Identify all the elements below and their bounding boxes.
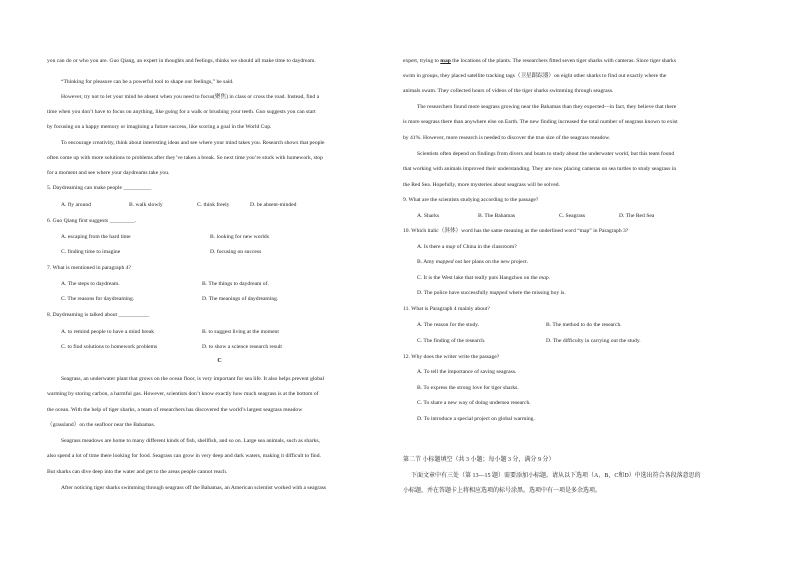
text: D. The police have successfully xyxy=(417,290,490,296)
option-a[interactable]: A. The reason for the study. xyxy=(417,322,480,328)
option-b[interactable]: B. walk slowly xyxy=(129,202,163,208)
option-d[interactable]: D. be absent-minded xyxy=(250,202,297,208)
option-b[interactable]: B. The things to daydream of. xyxy=(202,281,269,287)
option-a[interactable]: A. The steps to daydream. xyxy=(61,281,120,287)
option-b[interactable]: B. The Bahamas xyxy=(478,213,516,219)
option-a[interactable]: A. escaping from the hard time xyxy=(61,234,131,240)
passage-line: often come up with more solutions to problems after they’ve taken a break. So next time you’re stuck with homework, stop xyxy=(47,155,323,161)
text: C. It is the West lake that really puts Hangzhou on the xyxy=(417,275,540,281)
question-stem: 6. Guo Qiang first suggests _________. xyxy=(47,218,137,224)
section-heading: C xyxy=(217,358,222,364)
passage-line: But sharks can dive deep into the water and get to the areas people cannot reach. xyxy=(47,469,228,475)
option-d[interactable]: D. to show a science research result xyxy=(202,344,282,350)
italic-word: mapped xyxy=(489,290,508,296)
option-d[interactable]: D. The difficulty in carrying out the study. xyxy=(546,338,641,344)
option-c[interactable]: C. Seagrass xyxy=(559,213,586,219)
option-c[interactable]: C. The reasons for daydreaming. xyxy=(61,296,135,302)
passage-line: the Red Sea. Hopefully, more mysteries about seagrass will be solved. xyxy=(403,182,561,188)
option-b[interactable] xyxy=(417,259,528,266)
passage-line: you can do or who you are. Guo Qiang, an expert in thoughts and feelings, thinks we should all make time to daydream. xyxy=(47,58,316,64)
option-d[interactable]: D. To introduce a special project on global warming. xyxy=(417,416,535,422)
instruction-line: 下面文章中有三处（第 13—15 题）需要添加小标题。请从以下选项（A、B、C和D）中选出符合各段落意思的 xyxy=(411,473,701,479)
passage-line: by focusing on a happy memory or imagining a future success, like scoring a goal in the World Cup. xyxy=(47,124,272,130)
passage-line: for a moment and see where your daydreams take you. xyxy=(47,170,170,176)
question-stem: 9. What are the scientists studying according to the passage? xyxy=(403,197,539,203)
option-c[interactable]: C. to find solutions to homework problems xyxy=(61,344,158,350)
option-d[interactable]: D. focusing on success xyxy=(210,249,262,255)
passage-line: After noticing tiger sharks swimming through seagrass off the Bahamas, an American scientist worked with a seagrass xyxy=(61,485,327,491)
question-stem: 11. What is Paragraph 4 mainly about? xyxy=(403,306,490,312)
passage-line: that working with animals improved their understanding. They are now placing cameras on sea turtles to study seagrass in xyxy=(403,166,677,172)
text: expert, trying to xyxy=(403,58,441,64)
text: of China in the classroom? xyxy=(455,244,517,250)
option-c[interactable]: C. The finding of the research. xyxy=(417,338,486,344)
text: where the missing boy is. xyxy=(507,290,566,296)
option-c[interactable]: C. think freely xyxy=(197,202,230,208)
option-c[interactable] xyxy=(417,275,550,282)
option-a[interactable] xyxy=(417,244,517,251)
passage-line: To encourage creativity, think about interesting ideas and see where your mind takes you. Research shows that people xyxy=(61,140,325,146)
option-b[interactable]: B. The method to do the research. xyxy=(546,322,622,328)
passage-line: The researchers found more seagrass growing near the Bahamas than they expected—in fact, they believe that there xyxy=(417,104,677,110)
passage-line: Scientists often depend on findings from divers and boats to study about the underwater world, but this team found xyxy=(417,151,675,157)
passage-line xyxy=(403,58,676,65)
option-d[interactable]: D. The meanings of daydreaming. xyxy=(202,296,279,302)
option-c[interactable]: C. To share a new way of doing undersea research. xyxy=(417,400,531,406)
passage-line: time when you don’t have to focus on anything, like going for a walk or brushing your teeth. Guo suggests you can start xyxy=(47,109,316,115)
question-stem: 5. Daydreaming can make people __________ xyxy=(47,185,152,191)
passage-line: Seagrass meadows are home to many different kinds of fish, shellfish, and so on. Large sea animals, such as sharks, xyxy=(61,438,320,444)
passage-line: animals swam. They collected hours of videos of the tiger sharks swimming through seagrass. xyxy=(403,88,614,94)
passage-line: However, try not to let your mind be absent when you need to focus(聚焦) in class or cross the road. Instead, find a xyxy=(61,94,320,100)
passage-line: “Thinking for pleasure can be a powerful tool to shape our feelings,” he said. xyxy=(61,79,234,85)
italic-word: map xyxy=(539,275,549,281)
italic-word: mapped xyxy=(435,259,454,265)
passage-line: （grassland）on the seafloor near the Bahamas. xyxy=(47,422,156,428)
option-a[interactable]: A. Sharks xyxy=(417,213,440,219)
passage-line: is more seagrass there than anywhere else on Earth. The new finding increased the total number of seagrass known to exist xyxy=(403,119,678,125)
passage-line: by 41%. However, more research is needed to discover the true size of the seagrass meadow. xyxy=(403,135,611,141)
passage-line: Seagrass, an underwater plant that grows on the ocean floor, is very important for sea life. It also helps prevent global xyxy=(61,376,325,382)
option-d[interactable] xyxy=(417,290,566,297)
text: the locations of the plants. The researchers fitted seven tiger sharks with cameras. Since tiger sharks xyxy=(450,58,677,64)
option-c[interactable]: C. finding time to imagine xyxy=(61,249,121,255)
option-d[interactable]: D. The Red Sea xyxy=(619,213,655,219)
option-a[interactable]: A. To tell the importance of saving seagrass. xyxy=(417,369,517,375)
option-b[interactable]: B. to suggest living at the moment xyxy=(202,329,279,335)
text: out her plans on the new project. xyxy=(453,259,529,265)
question-stem: 7. What is mentioned in paragraph 4? xyxy=(47,265,131,271)
text: . xyxy=(548,275,551,281)
option-a[interactable]: A. to remind people to have a mind break xyxy=(61,329,155,335)
question-stem: 10. Which italic（斜体）word has the same meaning as the underlined word “map” in Paragraph 3? xyxy=(403,228,629,234)
passage-line: the ocean. With the help of tiger sharks, a team of researchers has discovered the world’s largest seagrass meadow xyxy=(47,407,303,413)
question-stem: 8. Daydreaming is talked about ___________ xyxy=(47,312,150,318)
option-b[interactable]: B. To express the strong love for tiger sharks. xyxy=(417,385,519,391)
option-a[interactable]: A. fly around xyxy=(61,202,91,208)
section-title: 第二节 小标题填空（共 3 小题；每小题 3 分，满分 9 分） xyxy=(403,457,555,463)
passage-line: warming by storing carbon, a harmful gas. However, scientists don’t know exactly how much seagrass is at the bottom of xyxy=(47,391,319,397)
underlined-word-map: map xyxy=(440,58,451,64)
text: B. Amy xyxy=(417,259,436,265)
text: A. Is there a xyxy=(417,244,446,250)
instruction-line: 小标题，并在答题卡上将相应选项的标号涂黑。选项中有一项是多余选项。 xyxy=(403,488,602,494)
italic-word: map xyxy=(445,244,456,250)
passage-line: also spend a lot of time there looking for food. Seagrass can grow in very deep and dark waters, making it difficult to find. xyxy=(47,453,321,459)
option-b[interactable]: B. looking for new worlds xyxy=(210,234,269,240)
question-stem: 12. Why does the writer write the passage? xyxy=(403,354,500,360)
passage-line: swim in groups, they placed satellite tracking tags（卫星跟踪器）on eight other sharks to find out exactly where the xyxy=(403,73,667,79)
